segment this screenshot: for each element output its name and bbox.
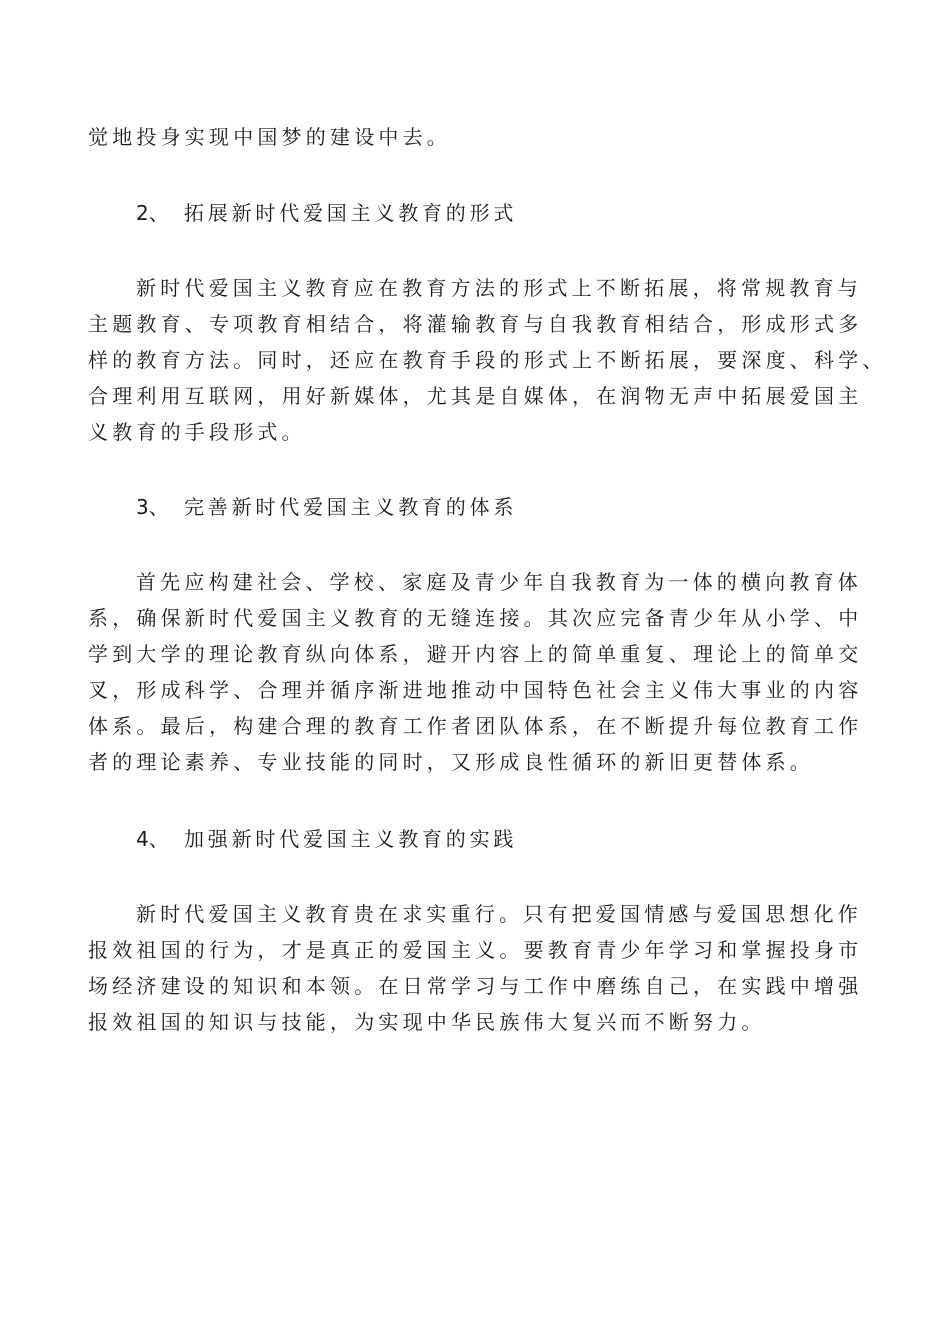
section-4-line: 新时代爱国主义教育贵在求实重行。只有把爱国情感与爱国思想化作: [136, 902, 862, 926]
section-3-line: 体系。最后，构建合理的教育工作者团队体系，在不断提升每位教育工作: [88, 714, 863, 738]
paragraph-continuation-line: 觉地投身实现中国梦的建设中去。: [88, 125, 451, 149]
section-2-line: 样的教育方法。同时，还应在教育手段的形式上不断拓展，要深度、科学、: [88, 348, 887, 372]
section-4-heading: 加强新时代爱国主义教育的实践: [184, 827, 518, 851]
section-2-line: 主题教育、专项教育相结合，将灌输教育与自我教育相结合，形成形式多: [88, 312, 863, 336]
section-4-line: 报效祖国的知识与技能，为实现中华民族伟大复兴而不断努力。: [88, 1010, 766, 1034]
section-4-number: 4、: [136, 827, 169, 851]
section-3-line: 首先应构建社会、学校、家庭及青少年自我教育为一体的横向教育体: [136, 570, 862, 594]
section-2-heading: 拓展新时代爱国主义教育的形式: [184, 201, 518, 225]
section-2-number: 2、: [136, 201, 169, 225]
section-3-line: 系，确保新时代爱国主义教育的无缝连接。其次应完备青少年从小学、中: [88, 606, 863, 630]
section-3-line: 叉，形成科学、合理并循序渐进地推动中国特色社会主义伟大事业的内容: [88, 678, 863, 702]
section-2-line: 义教育的手段形式。: [88, 420, 306, 444]
section-4-line: 场经济建设的知识和本领。在日常学习与工作中磨练自己，在实践中增强: [88, 974, 863, 998]
section-2-line: 合理利用互联网，用好新媒体，尤其是自媒体，在润物无声中拓展爱国主: [88, 384, 863, 408]
section-3-number: 3、: [136, 495, 169, 519]
section-4-line: 报效祖国的行为，才是真正的爱国主义。要教育青少年学习和掌握投身市: [88, 938, 863, 962]
section-3-line: 学到大学的理论教育纵向体系，避开内容上的简单重复、理论上的简单交: [88, 642, 863, 666]
section-3-heading: 完善新时代爱国主义教育的体系: [184, 495, 518, 519]
section-2-line: 新时代爱国主义教育应在教育方法的形式上不断拓展，将常规教育与: [136, 276, 862, 300]
section-3-line: 者的理论素养、专业技能的同时，又形成良性循环的新旧更替体系。: [88, 750, 814, 774]
